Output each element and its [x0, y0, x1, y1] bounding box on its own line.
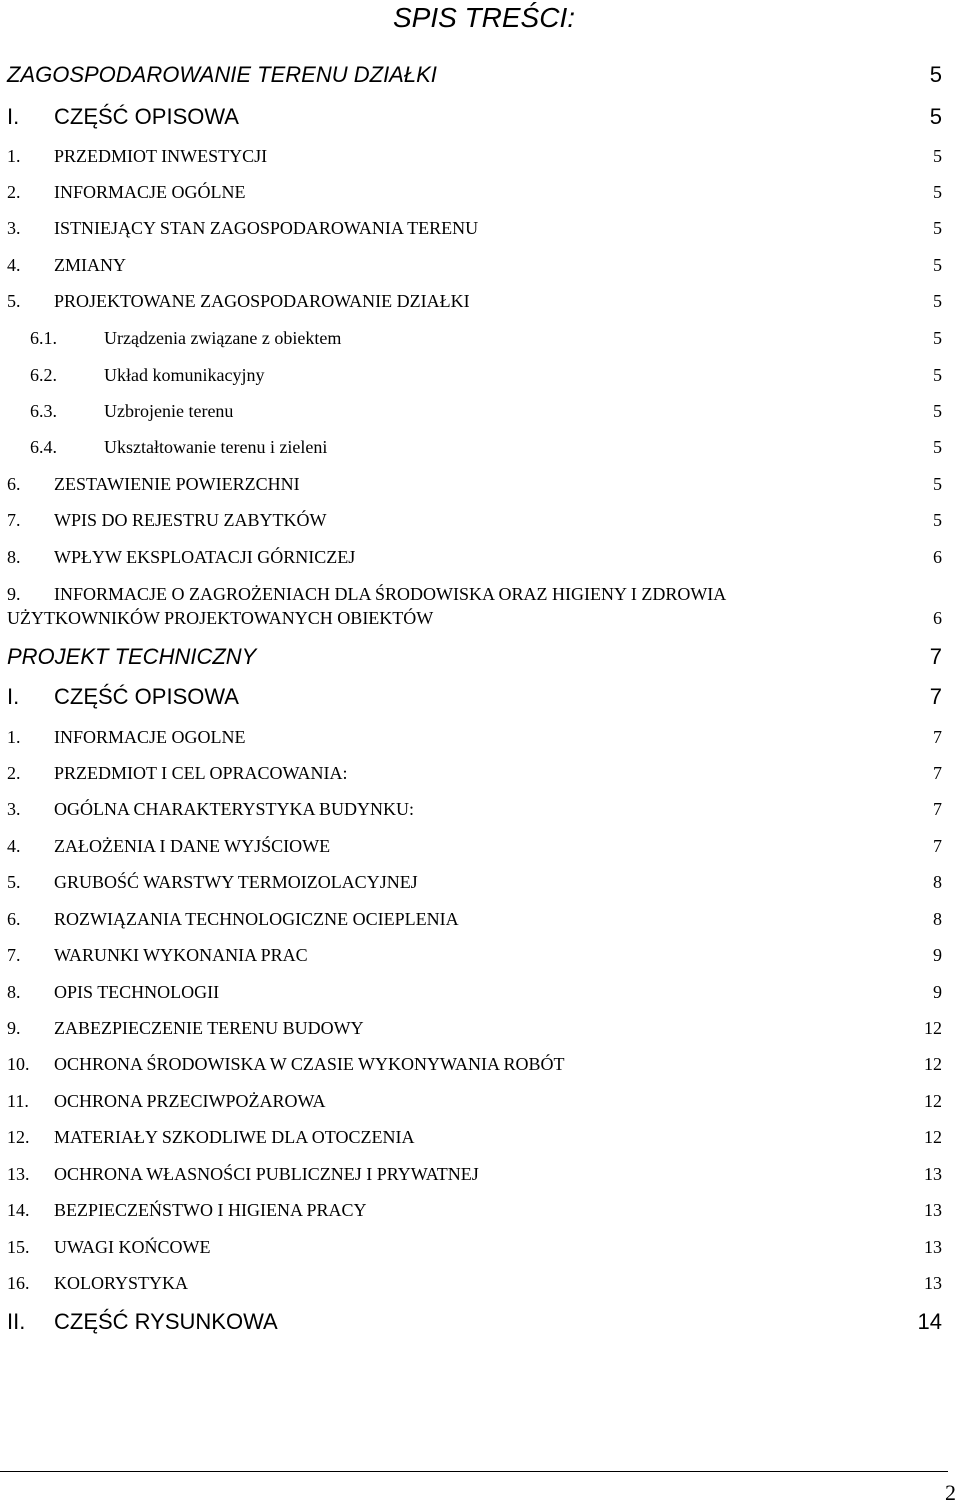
toc-entry-page: 5 — [933, 218, 942, 238]
page-number: 2 — [945, 1480, 956, 1505]
toc-entry-number: 5. — [7, 291, 21, 311]
toc-entry-number: 4. — [7, 836, 21, 856]
toc-entry-page: 7 — [929, 644, 942, 669]
toc-entry-number: II. — [7, 1309, 26, 1334]
toc-entry-title: BEZPIECZEŃSTWO I HIGIENA PRACY — [54, 1200, 367, 1220]
toc-entry-page: 5 — [933, 146, 942, 166]
toc-entry-number: 9. — [7, 1018, 21, 1038]
toc-entry-page: 7 — [933, 763, 942, 783]
toc-entry-title: CZĘŚĆ OPISOWA — [54, 104, 239, 129]
toc-entry-title: UWAGI KOŃCOWE — [54, 1237, 211, 1257]
toc-entry-page: 12 — [924, 1018, 942, 1038]
toc-entry-number: 5. — [7, 872, 21, 892]
toc-entry-page: 5 — [933, 255, 942, 275]
toc-entry-title: PROJEKTOWANE ZAGOSPODAROWANIE DZIAŁKI — [54, 291, 470, 311]
toc-entry-number: 6. — [7, 909, 21, 929]
toc-entry-title: OGÓLNA CHARAKTERYSTYKA BUDYNKU: — [54, 799, 415, 819]
toc-entry-title: ZMIANY — [54, 255, 126, 275]
toc-entry-page: 12 — [924, 1127, 942, 1147]
toc-entry-page: 7 — [933, 727, 942, 747]
toc-entry-number: 9. — [7, 584, 21, 604]
toc-entry-number: 10. — [7, 1054, 30, 1074]
toc-entry-number: 16. — [7, 1273, 30, 1293]
toc-entry-title: PRZEDMIOT INWESTYCJI — [54, 146, 268, 166]
toc-entry-page: 8 — [933, 909, 942, 929]
toc-entry-page: 6 — [933, 547, 942, 567]
toc-entry-title: Ukształtowanie terenu i zieleni — [104, 437, 328, 457]
toc-entry-title-continued: UŻYTKOWNIKÓW PROJEKTOWANYCH OBIEKTÓW — [7, 608, 434, 628]
toc-entry-title: Urządzenia związane z obiektem — [104, 328, 342, 348]
toc-entry-title: WPIS DO REJESTRU ZABYTKÓW — [54, 510, 327, 530]
toc-entry-number: 6.4. — [30, 437, 57, 457]
toc-entry-page: 13 — [924, 1273, 942, 1293]
toc-entry-number: 6.3. — [30, 401, 57, 421]
toc-entry-page: 13 — [924, 1164, 942, 1184]
toc-entry-page: 5 — [933, 437, 942, 457]
toc-entry-title: WPŁYW EKSPLOATACJI GÓRNICZEJ — [54, 547, 356, 567]
toc-entry-number: 13. — [7, 1164, 30, 1184]
toc-entry-page: 5 — [933, 474, 942, 494]
toc-entry-title: PROJEKT TECHNICZNY — [7, 644, 257, 669]
toc-entry-page: 13 — [924, 1237, 942, 1257]
toc-entry-page: 5 — [929, 104, 942, 129]
toc-entry-page: 13 — [924, 1200, 942, 1220]
toc-entry-number: 14. — [7, 1200, 30, 1220]
toc-entry-title: ISTNIEJĄCY STAN ZAGOSPODAROWANIA TERENU — [54, 218, 479, 238]
toc-entry-title: CZĘŚĆ RYSUNKOWA — [54, 1309, 278, 1334]
toc-entry-number: 6.2. — [30, 365, 57, 385]
toc-entry-number: 2. — [7, 182, 21, 202]
toc-entry-page: 5 — [929, 62, 942, 87]
toc-entry-title: ROZWIĄZANIA TECHNOLOGICZNE OCIEPLENIA — [54, 909, 459, 929]
toc-entry-number: 11. — [7, 1091, 29, 1111]
toc-entry-number: 1. — [7, 146, 21, 166]
toc-entry-title: INFORMACJE OGÓLNE — [54, 182, 246, 202]
toc-entry-title: ZABEZPIECZENIE TERENU BUDOWY — [54, 1018, 364, 1038]
toc-entry-page: 12 — [924, 1054, 942, 1074]
toc-entry-number: 7. — [7, 510, 21, 530]
toc-entry-page: 5 — [933, 328, 942, 348]
toc-entry-title: Uzbrojenie terenu — [104, 401, 234, 421]
toc-entry-page: 9 — [933, 945, 942, 965]
toc-entry-number: 15. — [7, 1237, 30, 1257]
toc-entry-title: INFORMACJE O ZAGROŻENIACH DLA ŚRODOWISKA ORAZ HIGIENY I ZDROWIA — [54, 584, 727, 604]
page-title-text: SPIS TREŚCI: — [392, 2, 576, 33]
toc-entry-title: GRUBOŚĆ WARSTWY TERMOIZOLACYJNEJ — [54, 872, 418, 892]
toc-entry-page: 5 — [933, 510, 942, 530]
toc-entry-title: ZAŁOŻENIA I DANE WYJŚCIOWE — [54, 836, 331, 856]
toc-entry-page: 5 — [933, 291, 942, 311]
toc-entry-number: 8. — [7, 982, 21, 1002]
toc-entry-number: 1. — [7, 727, 21, 747]
toc-entry-number: 8. — [7, 547, 21, 567]
toc-entry-number: 6.1. — [30, 328, 57, 348]
toc-entry-title: MATERIAŁY SZKODLIWE DLA OTOCZENIA — [54, 1127, 415, 1147]
toc-entry-number: 2. — [7, 763, 21, 783]
toc-entry-page: 5 — [933, 401, 942, 421]
toc-entry-title: ZESTAWIENIE POWIERZCHNI — [54, 474, 300, 494]
toc-entry-page: 5 — [933, 365, 942, 385]
toc-entry-page: 5 — [933, 182, 942, 202]
toc-entry-number: 3. — [7, 218, 21, 238]
toc-entry-title: OCHRONA PRZECIWPOŻAROWA — [54, 1091, 326, 1111]
toc-entry-title: OCHRONA ŚRODOWISKA W CZASIE WYKONYWANIA ROBÓT — [54, 1054, 565, 1074]
toc-entry-page: 14 — [917, 1309, 942, 1334]
toc-entry-page: 7 — [933, 836, 942, 856]
toc-entry-page: 6 — [933, 608, 942, 628]
toc-entry-title: CZĘŚĆ OPISOWA — [54, 684, 239, 709]
footer-rule — [0, 1471, 948, 1472]
toc-entry-number: 12. — [7, 1127, 30, 1147]
toc-entry-page: 7 — [933, 799, 942, 819]
toc-entry-title: INFORMACJE OGOLNE — [54, 727, 246, 747]
toc-entry-number: I. — [7, 104, 20, 129]
toc-entry-number: I. — [7, 684, 20, 709]
toc-entry-number: 3. — [7, 799, 21, 819]
toc-entry-title: WARUNKI WYKONANIA PRAC — [54, 945, 308, 965]
toc-entry-number: 7. — [7, 945, 21, 965]
toc-entry-page: 8 — [933, 872, 942, 892]
toc-entry-page: 7 — [929, 684, 942, 709]
toc-entry-number: 4. — [7, 255, 21, 275]
toc-entry-number: 6. — [7, 474, 21, 494]
toc-entry-title: Układ komunikacyjny — [104, 365, 265, 385]
toc-entry-title: KOLORYSTYKA — [54, 1273, 189, 1293]
toc-entry-page: 9 — [933, 982, 942, 1002]
toc-entry-title: OCHRONA WŁASNOŚCI PUBLICZNEJ I PRYWATNEJ — [54, 1164, 479, 1184]
toc-entry-page: 12 — [924, 1091, 942, 1111]
page-title — [0, 0, 960, 36]
toc-entry-title: PRZEDMIOT I CEL OPRACOWANIA: — [54, 763, 348, 783]
toc-entry-title: ZAGOSPODAROWANIE TERENU DZIAŁKI — [7, 62, 437, 87]
toc-entry-title: OPIS TECHNOLOGII — [54, 982, 220, 1002]
